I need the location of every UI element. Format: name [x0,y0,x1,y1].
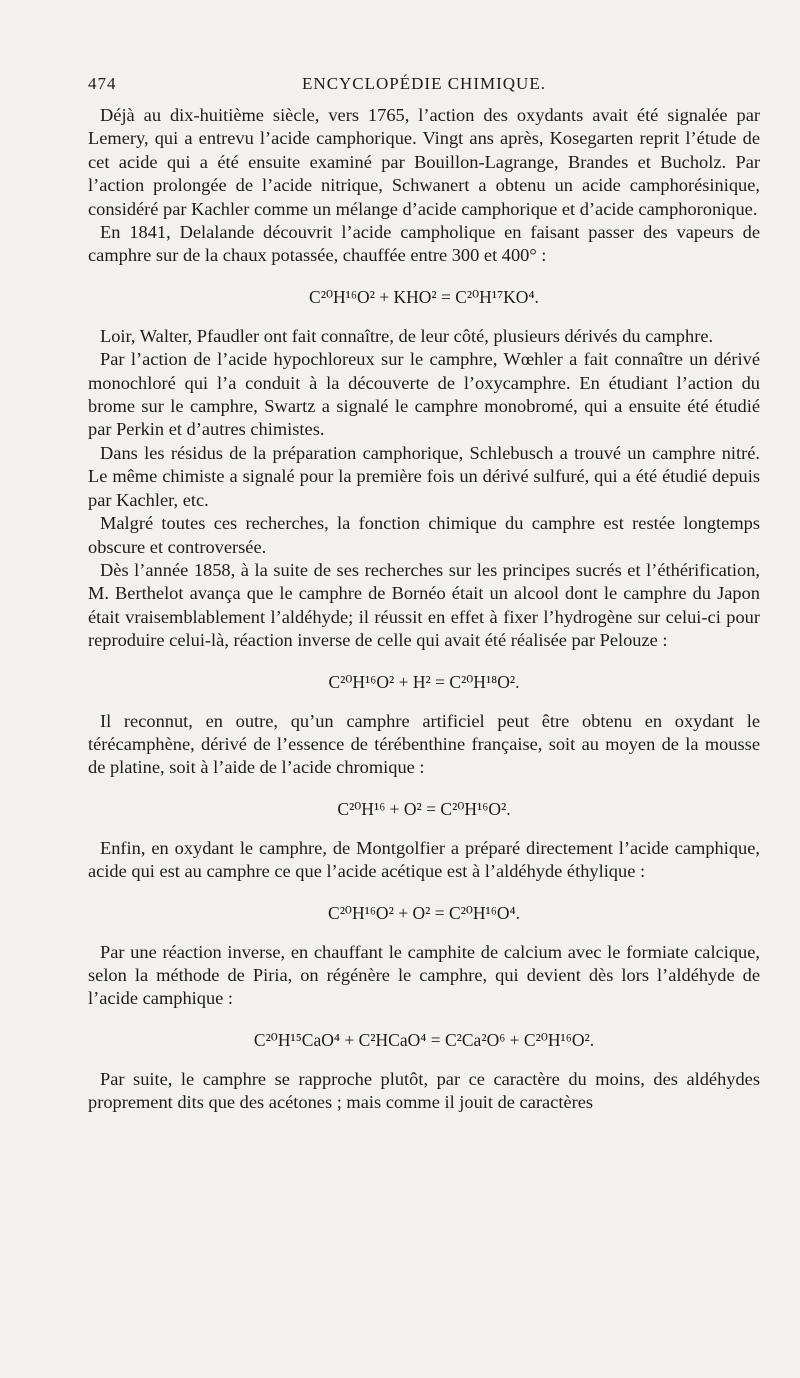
page-header [88,64,760,94]
paragraph: En 1841, Delalande découvrit l’acide campholique en faisant passer des vapeurs de camphre sur de la chaux potassée, chauffée entre 300 et 400° : [88,222,760,266]
page-body [88,104,760,1115]
paragraph: Dès l’année 1858, à la suite de ses recherches sur les principes sucrés et l’éthérification, M. Berthelot avança que le camphre de Bornéo était un alcool dont le camphre du Japon était vraisemblablement l’aldéhyde; il réussit en effet à fixer l’hydrogène sur celui-ci pour reproduire celui-là, réaction inverse de celle qui avait été réalisée par Pelouze : [88,559,760,651]
paragraph: Par une réaction inverse, en chauffant le camphite de calcium avec le formiate calcique, selon la méthode de Piria, on régénère le camphre, qui devient dès lors l’aldéhyde de l’acide camphique : [88,941,760,1009]
chemical-equation: C²⁰H¹⁶O² + O² = C²⁰H¹⁶O⁴. [328,902,520,923]
paragraph: Dans les résidus de la préparation camphorique, Schlebusch a trouvé un camphre nitré. Le même chimiste a signalé pour la première fois un dérivé sulfuré, qui a été étudié depuis par Kachler, etc. [88,442,760,510]
paragraph: Déjà au dix-huitième siècle, vers 1765, l’action des oxydants avait été signalée par Lemery, qui a entrevu l’acide camphorique. Vingt ans après, Kosegarten reprit l’étude de cet acide qui a été ensuite examiné par Bouillon-Lagrange, Brandes et Bucholz. Par l’action prolongée de l’acide nitrique, Schwanert a obtenu un acide camphorésinique, considéré par Kachler comme un mélange d’acide camphorique et d’acide camphoronique. [88,105,760,219]
page-number: 474 [88,74,117,93]
chemical-equation: C²⁰H¹⁵CaO⁴ + C²HCaO⁴ = C²Ca²O⁶ + C²⁰H¹⁶O². [253,1029,595,1050]
chemical-equation: C²⁰H¹⁶ + O² = C²⁰H¹⁶O². [337,798,511,819]
paragraph: Par l’action de l’acide hypochloreux sur le camphre, Wœhler a fait connaître un dérivé monochloré qui l’a conduit à la découverte de l’oxycamphre. En étudiant l’action du brome sur le camphre, Swartz a signalé le camphre monobromé, qui a ensuite été étudié par Perkin et d’autres chimistes. [88,349,760,440]
paragraph: Par suite, le camphre se rapproche plutôt, par ce caractère du moins, des aldéhydes proprement dits que des acétones ; mais comme il jouit de caractères [88,1068,760,1113]
running-title: ENCYCLOPÉDIE CHIMIQUE. [302,74,546,93]
paragraph: Loir, Walter, Pfaudler ont fait connaître, de leur côté, plusieurs dérivés du camphre. [100,325,714,346]
chemical-equation: C²⁰H¹⁶O² + KHO² = C²⁰H¹⁷KO⁴. [309,286,539,307]
paragraph: Il reconnut, en outre, qu’un camphre artificiel peut être obtenu en oxydant le térécamphène, dérivé de l’essence de térébenthine française, soit au moyen de la mousse de platine, soit à l’aide de l’acide chromique : [88,710,760,778]
paragraph: Malgré toutes ces recherches, la fonction chimique du camphre est restée longtemps obscure et controversée. [88,513,760,557]
chemical-equation: C²⁰H¹⁶O² + H² = C²⁰H¹⁸O². [328,671,520,692]
paragraph: Enfin, en oxydant le camphre, de Montgolfier a préparé directement l’acide camphique, acide qui est au camphre ce que l’acide acétique est à l’aldéhyde éthylique : [88,837,760,882]
